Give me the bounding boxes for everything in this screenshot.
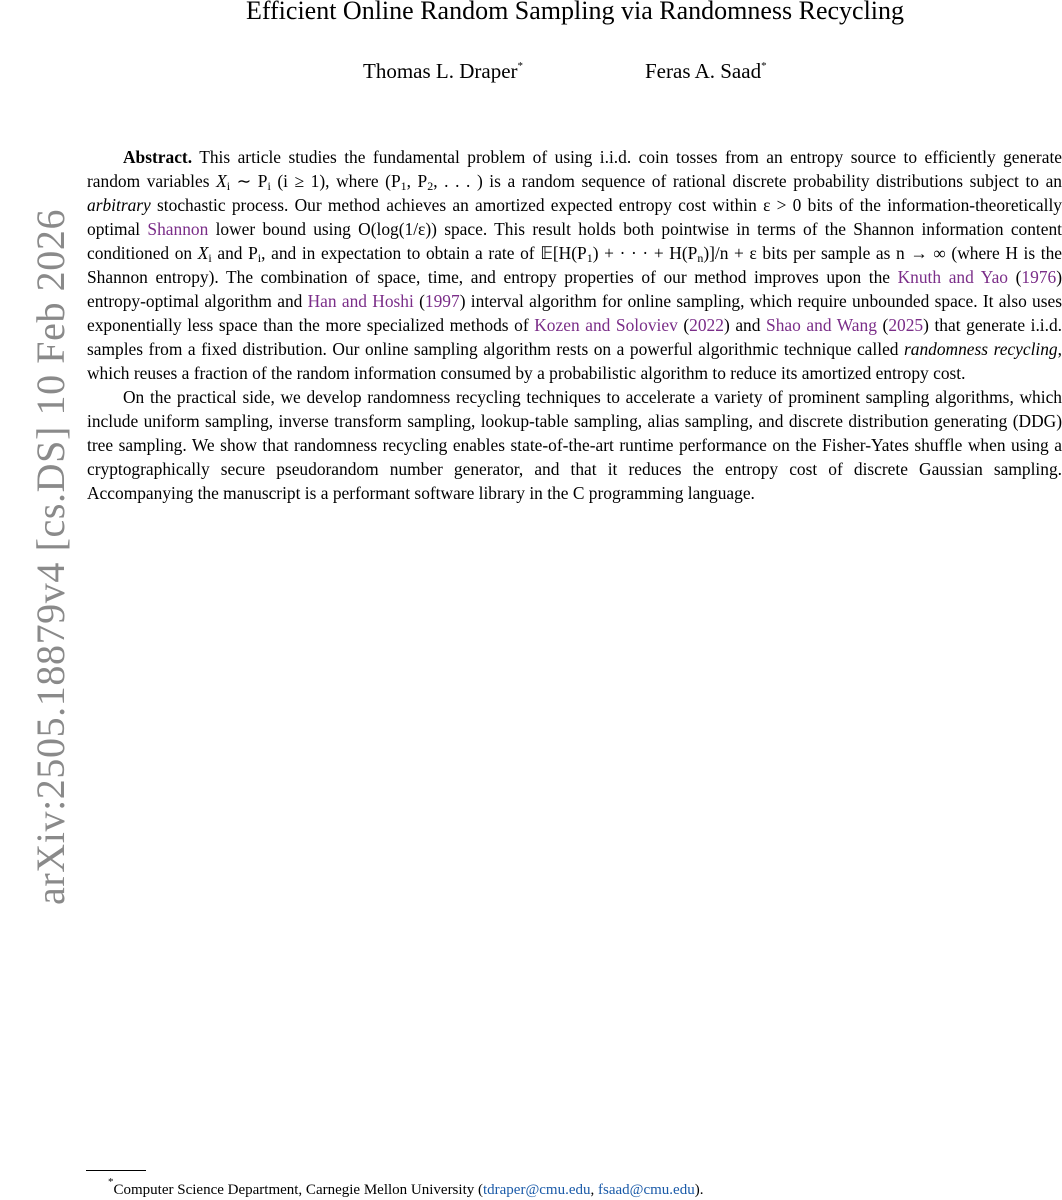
emphasized-text: randomness recycling bbox=[904, 339, 1058, 359]
abstract bbox=[87, 145, 1062, 505]
citation-year-link-shao-wang[interactable]: 2025 bbox=[888, 315, 924, 335]
footnote bbox=[108, 1176, 704, 1200]
abstract-text: ) + · · · + H(P bbox=[592, 243, 698, 263]
arxiv-identifier-text: arXiv:2505.18879v4 [cs.DS] 10 Feb 2026 bbox=[28, 208, 73, 905]
math-symbol: X bbox=[216, 171, 227, 191]
email-link-saad[interactable]: fsaad@cmu.edu bbox=[598, 1182, 695, 1198]
author-2-affiliation-mark: * bbox=[761, 60, 767, 72]
abstract-text: lower bound using O(log(1/ε)) space. This result holds both pointwise in terms of the Shannon information content conditioned on bbox=[87, 219, 1062, 263]
citation-link-kozen-soloviev[interactable]: Kozen and Soloviev bbox=[534, 315, 678, 335]
math-subscript: 1 bbox=[400, 179, 407, 193]
footnote-rule bbox=[86, 1170, 146, 1171]
math-symbol: ∼ P bbox=[230, 171, 268, 191]
abstract-paragraph-1: Abstract. This article studies the fundamental problem of using i.i.d. coin tosses from an entropy source to efficiently generate random variables $X_i$ ∼ $P_i$ (i ≥ 1), where ($P_1$, $P_2$, . . . ) is a random sequence of rational discrete probability distributions subject to an arbitrary stochastic process. Our method achieves an amortized expected entropy cost within ε > 0 bits of the information-theoretically optimal Shannon lower bound using O(log(1/ε)) space. This result holds both pointwise in terms of the Shannon information content conditioned on $X_i$ and $P_i$, and in expectation to obtain a rate of $𝔼[H(P_1)$ + · · · + $H(P_n)]/n + \varepsilon$ bits per sample as n → ∞ (where H is the Shannon entropy). The combination of space, time, and entropy properties of our method improves upon the Knuth and Yao (1976) entropy-optimal algorithm and Han and Hoshi (1997) interval algorithm for online sampling, which require unbounded space. It also uses exponentially less space than the more specialized methods of Kozen and Soloviev (2022) and Shao and Wang (2025) that generate i.i.d. samples from a fixed distribution. Our online sampling algorithm rests on a powerful algorithmic technique called randomness recycling, which reuses a fraction of the random information consumed by a probabilistic algorithm to reduce its amortized entropy cost. bbox=[87, 147, 1062, 383]
math-subscript: n bbox=[697, 251, 704, 265]
abstract-text: interval algorithm for online sampling, which require unbounded space. It also uses exponentially less space than the more specialized methods of bbox=[87, 291, 1062, 335]
abstract-heading: Abstract. bbox=[123, 147, 193, 167]
author-1-affiliation-mark: * bbox=[517, 60, 524, 72]
citation-year-link-han-hoshi[interactable]: 1997 bbox=[424, 291, 460, 311]
abstract-text: , . . . ) is a random sequence of rational discrete probability distributions subject to an bbox=[433, 171, 1062, 191]
abstract-text: , and in expectation to obtain a rate of 𝔼[H(P bbox=[261, 243, 587, 263]
abstract-text: This article studies the fundamental problem of using i.i.d. coin tosses from an entropy source to efficiently generate random variables bbox=[87, 147, 1062, 191]
citation-link-shao-wang[interactable]: Shao and Wang bbox=[766, 315, 877, 335]
abstract-text: stochastic process. Our method achieves an amortized expected entropy cost within ε > 0 bits of the information-theoretically optimal bbox=[87, 195, 1062, 239]
math-symbol: , P bbox=[406, 171, 428, 191]
math-subscript: i bbox=[208, 251, 212, 265]
math-symbol: X bbox=[197, 243, 209, 263]
footnote-end: ). bbox=[694, 1182, 704, 1198]
math-subscript: i bbox=[257, 251, 262, 265]
footnote-mark: * bbox=[108, 1176, 114, 1188]
abstract-text: and bbox=[729, 315, 767, 335]
math-subscript: i bbox=[226, 179, 231, 193]
abstract-paragraph-2: On the practical side, we develop randomness recycling techniques to accelerate a variety of prominent sampling algorithms, which include uniform sampling, inverse transform sampling, lookup-table sampling, alias sampling, and discrete distribution generating (DDG) tree sampling. We show that randomness recycling enables state-of-the-art runtime performance on the Fisher-Yates shuffle when using a cryptographically secure pseudorandom number generator, and that it reduces the entropy cost of discrete Gaussian sampling. Accompanying the manuscript is a performant software library in the C programming language. bbox=[87, 387, 1062, 503]
footnote-text: Computer Science Department, Carnegie Mellon University ( bbox=[113, 1182, 483, 1198]
author-2 bbox=[645, 58, 767, 84]
math-subscript: i bbox=[267, 179, 271, 193]
citation-link-han-hoshi[interactable]: Han and Hoshi bbox=[307, 291, 414, 311]
math-subscript: 2 bbox=[427, 179, 434, 193]
citation-year-link-kozen-soloviev[interactable]: 2022 bbox=[689, 315, 724, 335]
citation-link-knuth-yao[interactable]: Knuth and Yao bbox=[897, 267, 1009, 287]
author-1-name: Thomas L. Draper bbox=[363, 59, 518, 83]
abstract-text: entropy-optimal algorithm and bbox=[87, 291, 308, 311]
author-1 bbox=[363, 58, 523, 84]
math-subscript: 1 bbox=[586, 251, 593, 265]
abstract-text: (i ≥ 1), where (P bbox=[270, 171, 401, 191]
abstract-text: )]/n + ε bits per sample as n → ∞ (where H is the Shannon entropy). The combination of space, time, and entropy properties of our method improves upon the bbox=[87, 243, 1062, 287]
author-2-name: Feras A. Saad bbox=[645, 59, 762, 83]
footnote-separator: , bbox=[590, 1182, 599, 1198]
arxiv-identifier-stamp bbox=[0, 208, 73, 905]
citation-link-shannon[interactable]: Shannon bbox=[147, 219, 209, 239]
abstract-text: , which reuses a fraction of the random information consumed by a probabilistic algorithm to reduce its amortized entropy cost. bbox=[87, 339, 1062, 383]
emphasized-text: arbitrary bbox=[87, 195, 151, 215]
paper-title: Efficient Online Random Sampling via Randomness Recycling bbox=[245, 0, 905, 25]
abstract-text: that generate i.i.d. samples from a fixed distribution. Our online sampling algorithm rests on a powerful algorithmic technique called bbox=[87, 315, 1062, 359]
citation-year-link-knuth-yao[interactable]: 1976 bbox=[1021, 267, 1057, 287]
math-symbol: and P bbox=[211, 243, 258, 263]
email-link-draper[interactable]: tdraper@cmu.edu bbox=[482, 1182, 591, 1198]
